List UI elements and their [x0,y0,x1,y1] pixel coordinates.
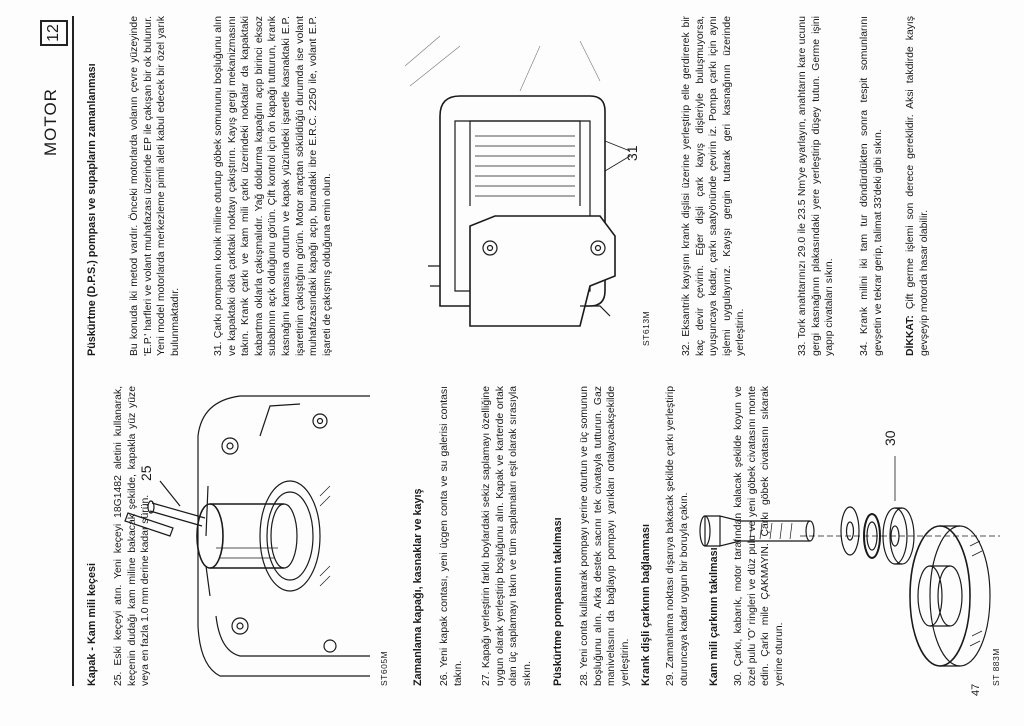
timing-cover-illustration [400,16,630,346]
heading-krank-disli: Krank dişli çarkının bağlanması [640,523,652,686]
figure-pulley-assembly [800,386,1000,706]
dikkat-text: Çift germe işlemi son derece gereklidir. Aksi takdirde kayış gevşeyip motorda hasar olabilir. [905,16,930,356]
paragraph-28: 28. Yeni conta kullanarak pompayı yerine oturtun ve üç somunun boşluğunu alın. Arka destek sacını tek civatayla tutturun. Gaz manivelasını da bağlayıp pompayı yarıkları ortalayacakşekilde yerleştirin. [579,386,631,686]
dikkat-label: DİKKAT: [905,315,916,356]
heading-dps-pompasi: Püskürtme (D.P.S.) pompası ve supapların zamanlanması [86,63,98,356]
paragraph-32: 32. Eksantrik kayışını krank dişlisi üzerine yerleştirip elle gerdirerek bir kaç devir çevirin. Eğer dişli çark kayış dişleriyle buluşmuyorsa, uyuşuncaya kadar, çarkı saatyönünde çevirin iz. Pompa çarkı için aynı işlemi uygulayınız. Kayışı gergin tutarak geri kasnağının üzerinde yerleştirin. [681,16,747,356]
figure-callout-31: 31 [624,145,640,161]
seal-tool-illustration [180,386,380,686]
figure-number-30: 30 [882,430,898,446]
figure-timing-cover [400,16,640,346]
figure-seal-tool [138,386,380,686]
paragraph-29: 29. Zamanlama noktası dışarıya bakacak şekilde çarkı yerleştirip oturuncaya kadar uygun bir boruyla çakın. [665,386,690,686]
pulley-assembly-illustration [800,386,1000,706]
figure-callout-25: 25 [138,465,154,481]
heading-zamanlama-kapagi: Zamanlama kapağı, kasnaklar ve kayış [412,488,424,686]
section-title: MOTOR [41,88,60,156]
figure-caption-st605m: ST605M [379,650,389,686]
paragraph-25: 25. Eski keçeyi atın. Yeni keçeyi 18G1482 aletini kullanarak, keçenin dudağı kam miline bakacak şekilde, kapakla yüz yüze veya en fazla 1.0 mm derine kadar sürün. [113,386,152,686]
paragraph-33: 33. Tork anahtarınızı 29.0 ile 23.5 Nm'ye ayarlayın, anahtarın kare ucunu gergi kasnağının plakasındaki yere yerleştirip düşey tutun. Germe işini yapıp civataları sıkın. [797,16,836,356]
figure-caption-st613m: ST613M [641,310,651,346]
heading-kam-mili-kecesi: Kapak - Kam mili keçesi [86,562,98,686]
paragraph-31: 31. Çarkı pompanın konik miline oturtup göbek somununu boşluğunu alın ve kapaktaki okla çarktaki noktayı çakıştırın. Kayış gergi mekanizmasını takın. Krank çarkı ve kam mili çarkı üzerindeki noktalar da kapaktaki kabartma oklarla çakışmalıdır. Yağ doldurma kapağını açıp birinci eksoz subabının açık olduğunu görün. Çift kontrol için ön kapağı tutturun, krank kasnağını kamasına oturtun ve kapak yüzündeki işaretle kasnaktaki E.P. işaretinin çakıştığını görün. Motor araçtan söküldüğü durumda ise volant muhafazasındaki kapağı açıp, buradaki ibre E.R.C. 2250 ile, volant E.P. işareti de çakışmış olduğuna emin olun. [213,16,333,356]
section-number-box: 12 [40,20,68,46]
paragraph-26: 26. Yeni kapak contası, yeni üçgen conta ve su galerisi contası takın. [439,386,464,686]
paragraph-30: 30. Çarkı, kabarık, motor tarafından kalacak şekilde koyun ve özel pulu 'O' ringleri ve düz pulu ve yeni göbek civatasını monte edin. Çarkı mile ÇAKMAYIN. Çarkı göbek civatasını sıkarak yerine oturun. [733,386,785,686]
paragraph-27: 27. Kapağı yerleştirin farklı boylardaki sekiz saplamayı özelliğine uygun olarak yerleştirip boşluğunu alın. Kapak ve karterde ortak olan üç saplamayı takın ve tüm saplamaları eşit olarak sırasıyla sıkın. [481,386,533,686]
paragraph-intro: Bu konuda iki metod vardır. Önceki motorlarda volanın çevre yüzeyinde 'E.P.' harfleri ve volant muhafazası üzerinde EP ile çakışan bir ok bulunur. Yeni model motorlarda merkezleme pimli aleti kabul edecek bir özel yarık bulunmaktadır. [129,16,181,356]
heading-puskurtme-pompasi: Püskürtme pompasının takılması [552,517,564,686]
page-number: 47 [970,683,982,696]
paragraph-dikkat [904,16,931,356]
heading-kam-mili-carki: Kam mili çarkının takılması [708,547,720,686]
paragraph-34: 34. Krank milini iki tam tur döndürdükten sonra tespit somunlarını gevşetin ve tekrar gerip, talimat 33'deki gibi sıkın. [859,16,884,356]
figure-caption-st883m: ST 883M [991,648,1001,686]
header-rule [72,16,74,686]
